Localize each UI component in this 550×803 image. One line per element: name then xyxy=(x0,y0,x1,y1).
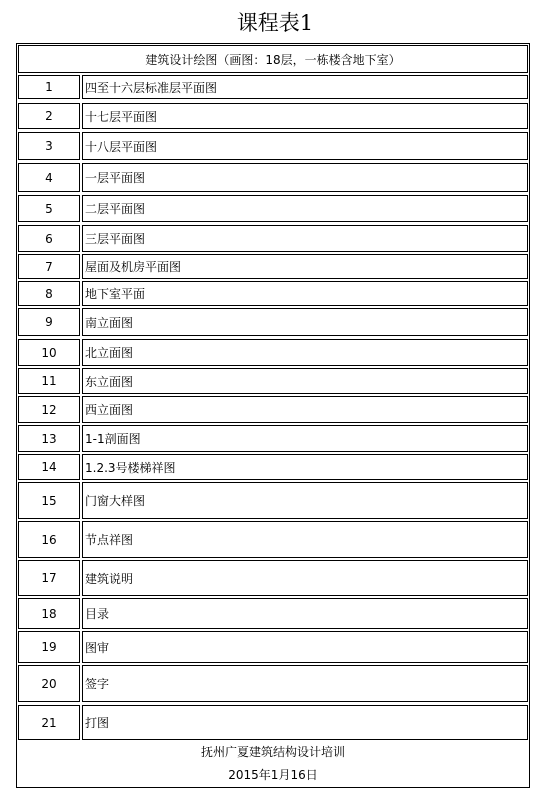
row-number-cell: 5 xyxy=(18,195,80,222)
row-item-cell: 1-1剖面图 xyxy=(82,425,528,452)
row-number-cell: 12 xyxy=(18,396,80,423)
row-item-cell: 二层平面图 xyxy=(82,195,528,222)
row-number-cell: 21 xyxy=(18,705,80,740)
row-item-cell: 地下室平面 xyxy=(82,281,528,306)
row-number-cell: 13 xyxy=(18,425,80,452)
footer-date: 2015年1月16日 xyxy=(228,768,318,782)
row-item-cell: 北立面图 xyxy=(82,339,528,366)
row-number-cell: 16 xyxy=(18,521,80,558)
footer-org: 抚州广夏建筑结构设计培训 xyxy=(200,745,345,759)
row-number-cell: 7 xyxy=(18,254,80,279)
row-item-cell: 四至十六层标准层平面图 xyxy=(82,75,528,99)
row-item-cell: 图审 xyxy=(82,631,528,663)
row-number-cell: 18 xyxy=(18,598,80,629)
row-number-cell: 8 xyxy=(18,281,80,306)
row-number-cell: 3 xyxy=(18,132,80,160)
row-number-cell: 14 xyxy=(18,454,80,480)
row-item-cell: 一层平面图 xyxy=(82,163,528,192)
row-number-cell: 1 xyxy=(18,75,80,99)
row-item-cell: 打图 xyxy=(82,705,528,740)
row-number-cell: 10 xyxy=(18,339,80,366)
row-item-cell: 东立面图 xyxy=(82,368,528,394)
row-item-cell: 南立面图 xyxy=(82,308,528,336)
row-item-cell: 门窗大样图 xyxy=(82,482,528,519)
row-item-cell: 十七层平面图 xyxy=(82,103,528,129)
row-item-cell: 十八层平面图 xyxy=(82,132,528,160)
row-item-cell: 屋面及机房平面图 xyxy=(82,254,528,279)
table-header: 建筑设计绘图（画图：18层，一栋楼含地下室） xyxy=(18,45,528,73)
row-item-cell: 三层平面图 xyxy=(82,225,528,252)
row-item-cell: 建筑说明 xyxy=(82,560,528,596)
row-item-cell: 目录 xyxy=(82,598,528,629)
row-item-cell: 1.2.3号楼梯祥图 xyxy=(82,454,528,480)
row-number-cell: 9 xyxy=(18,308,80,336)
row-number-cell: 4 xyxy=(18,163,80,192)
row-number-cell: 11 xyxy=(18,368,80,394)
row-number-cell: 19 xyxy=(18,631,80,663)
row-item-cell: 节点祥图 xyxy=(82,521,528,558)
row-item-cell: 签字 xyxy=(82,665,528,702)
row-number-cell: 15 xyxy=(18,482,80,519)
row-number-cell: 20 xyxy=(18,665,80,702)
row-number-cell: 2 xyxy=(18,103,80,129)
row-number-cell: 17 xyxy=(18,560,80,596)
row-item-cell: 西立面图 xyxy=(82,396,528,423)
row-number-cell: 6 xyxy=(18,225,80,252)
page-title: 课程表1 xyxy=(236,11,314,35)
